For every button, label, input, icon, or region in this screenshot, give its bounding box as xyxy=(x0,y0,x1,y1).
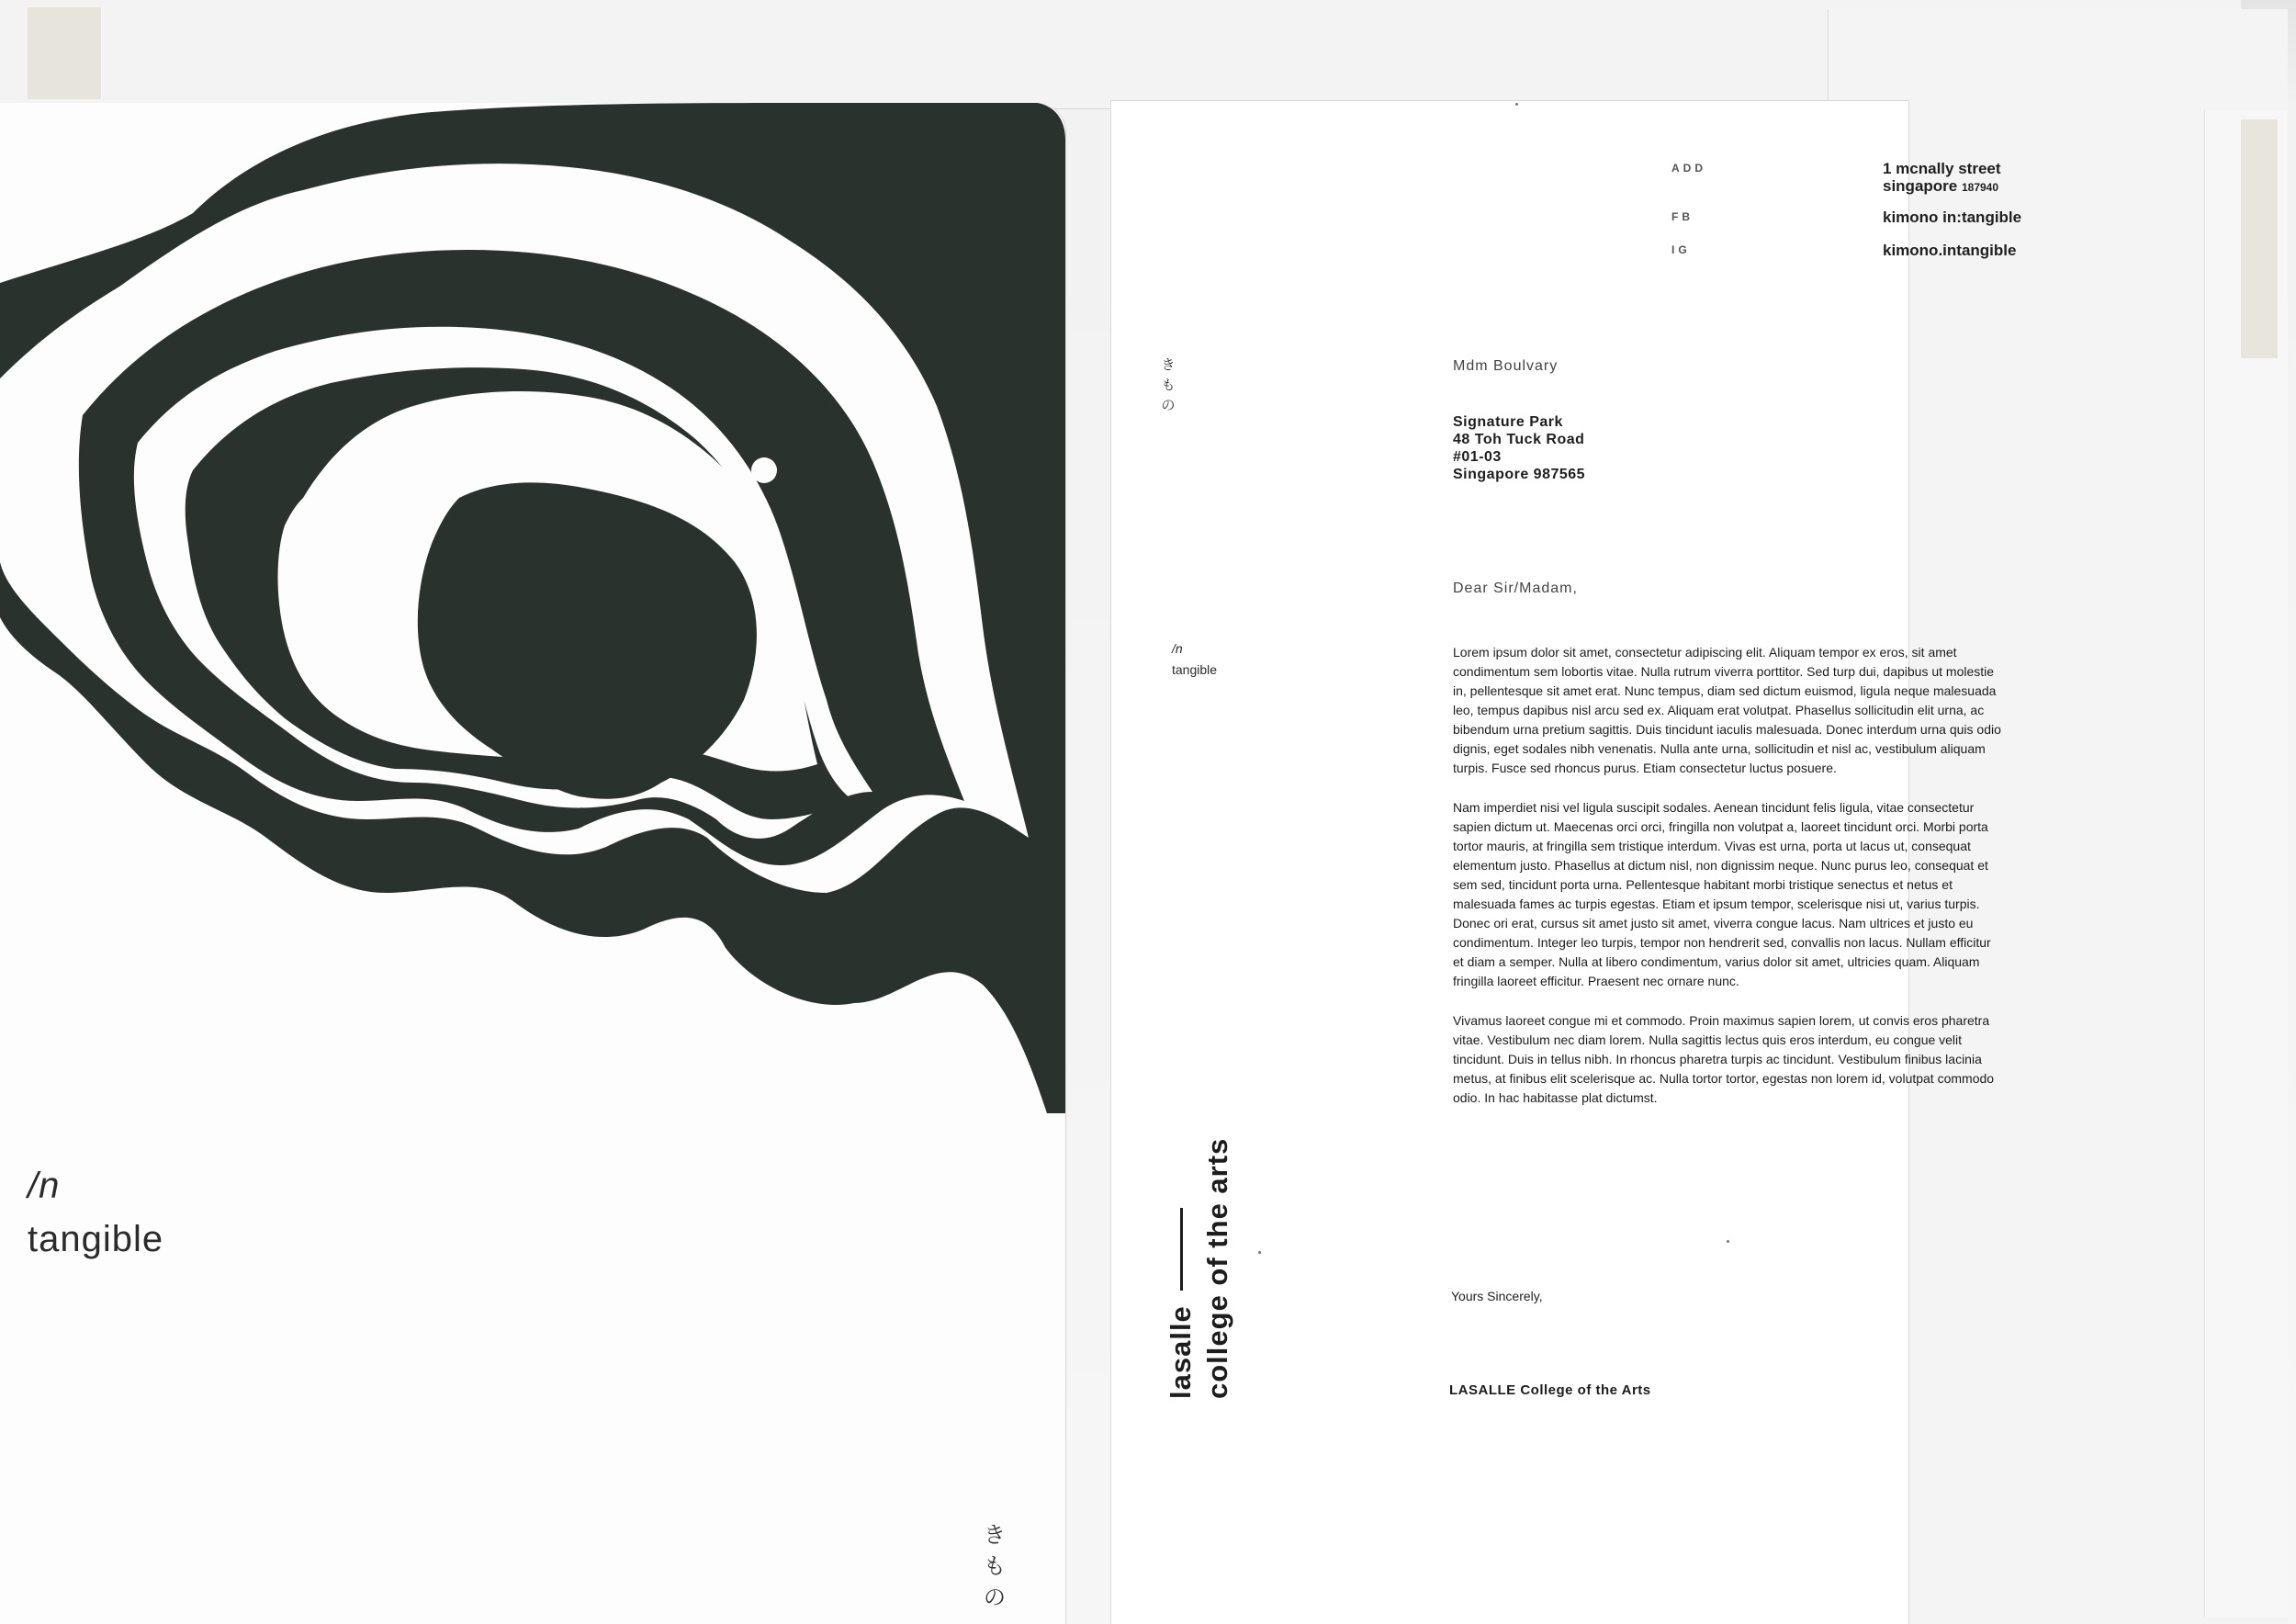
body-paragraph: Vivamus laoreet congue mi et commodo. Proin maximus sapien lorem, ut convis eros pharetra vitae. Vestibulum nec diam lorem. Nulla sagittis lectus quis eros interdum, eu congue velit tincidunt. Duis in tellus nibh. In rhoncus pharetra turpis ac tincidunt. Vestibulum finibus lacinia metus, at finibus elit scelerisque ac. Nulla tortor tortor, egestas non lorem id, volutpat commodo odio. In hac habitasse plat dictumst. xyxy=(1453,1013,1995,1105)
salutation: Dear Sir/Madam, xyxy=(1453,581,1578,596)
brand-line-1 xyxy=(1163,1138,1199,1399)
contact-value: kimono.intangible xyxy=(1883,242,2017,259)
dust-speck xyxy=(1727,1240,1729,1243)
address-city: singapore xyxy=(1883,177,1958,195)
brand-rule xyxy=(1180,1208,1183,1291)
tape-strip xyxy=(2241,119,2278,358)
dust-speck xyxy=(1515,103,1518,106)
recipient-name: Mdm Boulvary xyxy=(1453,358,1559,374)
brand-lasalle: lasalle xyxy=(1165,1305,1197,1399)
letter-body xyxy=(1453,643,2004,1128)
brand-line-2 xyxy=(1199,1138,1236,1399)
kimono-char: の xyxy=(1161,397,1176,413)
recipient-address-line: Singapore 987565 xyxy=(1453,467,1586,482)
address-postcode: 187940 xyxy=(1961,181,1999,194)
recipient-address xyxy=(1453,413,1585,483)
kimono-char: き xyxy=(984,1522,1006,1548)
kimono-char: も xyxy=(984,1553,1006,1579)
sidebar-tangible: tangible xyxy=(1172,662,1218,677)
letterhead-sheet xyxy=(1111,101,2022,1624)
recipient-address-line: 48 Toh Tuck Road xyxy=(1453,432,1585,447)
sidebar-kimono-vertical xyxy=(1159,355,1177,415)
cover-title-in: /n xyxy=(28,1166,61,1206)
body-paragraph: Nam imperdiet nisi vel ligula suscipit sodales. Aenean tincidunt felis ligula, vitae consectetur sapien dictum ut. Maecenas orci orci, fringilla non volutpat a, laoreet tincidunt orci. Morbi porta tortor mauris, at fringilla sem tristique interdum. Vivas est urna, porta ut lacus ut, consequat elementum justo. Phasellus at dictum nisl, non dignissim neque. Nunc purus leo, consequat et sem sed, tincidunt porta urna. Pellentesque habitant morbi tristique senectus et netus et malesuada fames ac turpis egestas. Etiam et ipsum tempor, scelerisque nisi ut, varius turpis. Donec ori erat, cursus sit amet justo sit amet, viverra congue lacus. Nam ultrices et justo eu condimentum. Integer leo turpis, tempor non hendrerit sed, convallis non lacus. Nullam efficitur et diam a semper. Nulla at libero condimentum, varius dolor sit amet, ultricies quam. Aliquam fringilla laoreet efficitur. Praesent nec ornare nunc. xyxy=(1453,800,1991,988)
cover-kimono-vertical xyxy=(981,1519,1008,1613)
kimono-char: き xyxy=(1161,356,1176,373)
closing: Yours Sincerely, xyxy=(1451,1289,1543,1303)
contact-value xyxy=(1883,160,2122,197)
signature: LASALLE College of the Arts xyxy=(1449,1382,1651,1398)
cover-title-tangible: tangible xyxy=(28,1219,164,1259)
recipient-address-line: Signature Park xyxy=(1453,414,1563,430)
tape-strip xyxy=(28,7,101,99)
dust-speck xyxy=(1258,1251,1261,1254)
cover-title xyxy=(28,1159,163,1266)
contact-label: IG xyxy=(1671,243,1691,256)
address-line-2 xyxy=(1883,177,2122,197)
contact-label: ADD xyxy=(1671,162,1706,175)
ink-marbling-artwork xyxy=(0,103,1065,1113)
cover-sheet xyxy=(0,103,1065,1624)
body-paragraph: Lorem ipsum dolor sit amet, consectetur adipiscing elit. Aliquam tempor ex eros, sit amet condimentum sem lobortis vitae. Nulla rutrum viverra porttitor. Sed turp dui, dapibus ut molestie in, pellentesque sit amet erat. Nunc tempus, diam sed dictum euismod, ligula neque malesuada leo, tempus dapibus nisl arcu sed ex. Aliquam erat volutpat. Phasellus sollicitudin elit urna, ac bibendum urna pretium sagittis. Duis tincidunt iaculis malesuada. Donec interdum urna quis odio dignis, eget sodales nibh venenatis. Nulla ante urna, sollicitudin et nisl ac, vestibulum aliquam turpis. Fusce sed rhoncus purus. Etiam consectetur luctus posuere. xyxy=(1453,645,2001,775)
recipient-address-line: #01-03 xyxy=(1453,449,1502,465)
sidebar-intangible xyxy=(1172,638,1217,681)
contact-value: kimono in:tangible xyxy=(1883,209,2022,226)
kimono-char: の xyxy=(984,1585,1006,1610)
address-line-1: 1 mcnally street xyxy=(1883,160,2001,177)
vertical-brand-mark xyxy=(1163,1138,1236,1399)
brand-college: college of the arts xyxy=(1201,1137,1233,1399)
white-droplet xyxy=(751,457,777,483)
kimono-char: も xyxy=(1161,377,1176,393)
sidebar-in: /n xyxy=(1172,641,1183,656)
contact-label: FB xyxy=(1671,210,1694,223)
